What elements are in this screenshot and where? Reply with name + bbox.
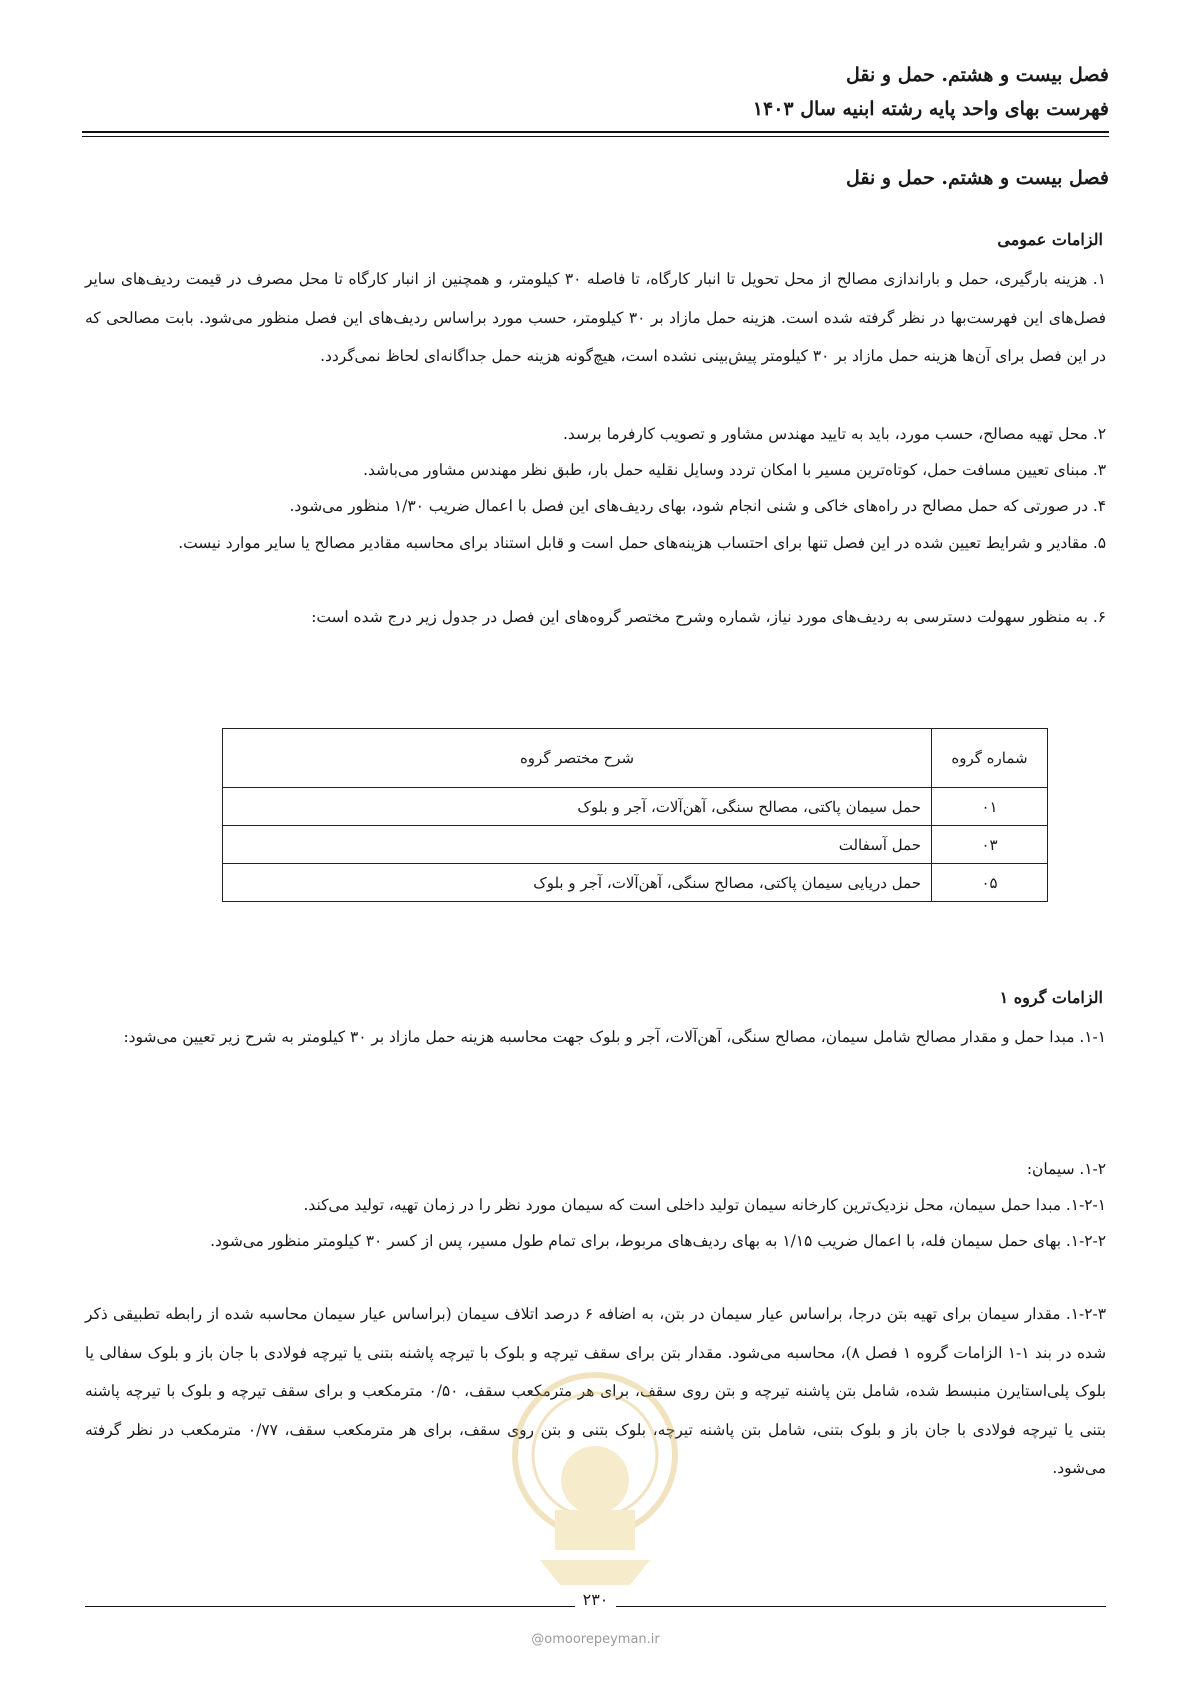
group-description: حمل سیمان پاکتی، مصالح سنگی، آهن‌آلات، آجر و بلوک [223,788,932,826]
general-item-4: ۴. در صورتی که حمل مصالح در راه‌های خاکی و شنی انجام شود، بهای ردیف‌های این فصل با اعمال ضریب ۱/۳۰ منظور می‌شود. [289,497,1106,515]
page-number-text: ۲۳۰ [575,1590,617,1609]
header-chapter-line: فصل بیست و هشتم. حمل و نقل [846,64,1109,86]
general-item-2: ۲. محل تهیه مصالح، حسب مورد، باید به تایید مهندس مشاور و تصویب کارفرما برسد. [563,425,1106,443]
general-item-6: ۶. به منظور سهولت دسترسی به ردیف‌های مورد نیاز، شماره وشرح مختصر گروه‌های این فصل در جدول زیر درج شده است: [311,608,1106,626]
header-rule-thin [82,136,1109,137]
group-number: ۰۱ [932,788,1048,826]
general-requirements-title: الزامات عمومی [997,230,1103,249]
general-item-5: ۵. مقادیر و شرایط تعیین شده در این فصل تنها برای احتساب هزینه‌های حمل است و قابل استناد برای محاسبه مقادیر مصالح یا سایر موارد نیست. [178,534,1106,552]
table-header-description: شرح مختصر گروه [223,729,932,788]
group1-requirements-title: الزامات گروه ۱ [999,988,1103,1007]
groups-table [222,728,1048,902]
group1-para-1-2-3: ۱-۲-۳. مقدار سیمان برای تهیه بتن درجا، براساس عیار سیمان در بتن، به اضافه ۶ درصد اتلاف سیمان (براساس عیار سیمان محاسبه شده از رابطه تطبیقی ذکر شده در بند ۱-۱ الزامات گروه ۱ فصل ۸)، محاسبه می‌شود. مقدار بتن برای سقف تیرچه و بلوک با تیرچه پاشنه بتنی یا تیرچه فولادی با جان باز و بلوک سفالی یا بلوک پلی‌استایرن منبسط شده، شامل بتن پاشنه تیرچه و بتن روی سقف، برای هر مترمکعب سقف، ۰/۵۰ مترمکعب و برای سقف تیرچه و بلوک با تیرچه پاشنه بتنی یا تیرچه فولادی با جان باز و بلوک بتنی، شامل بتن پاشنه تیرچه، بلوک بتنی و بتن روی سقف، برای هر مترمکعب سقف، ۰/۷۷ مترمکعب در نظر گرفته می‌شود. [85,1305,1107,1477]
watermark-seal-icon [500,1360,690,1590]
page-number [0,1590,1191,1609]
general-item-3: ۳. مبنای تعیین مسافت حمل، کوتاه‌ترین مسیر با امکان تردد وسایل نقلیه حمل بار، طبق نظر مهندس مشاور می‌باشد. [363,461,1106,479]
group-number: ۰۳ [932,826,1048,864]
group1-para-1-1: ۱-۱. مبدا حمل و مقدار مصالح شامل سیمان، مصالح سنگی، آهن‌آلات، آجر و بلوک جهت محاسبه هزینه حمل مازاد بر ۳۰ کیلومتر به شرح زیر تعیین می‌شود: [123,1028,1106,1046]
group-description: حمل دریایی سیمان پاکتی، مصالح سنگی، آهن‌آلات، آجر و بلوک [223,864,932,902]
table-row [223,864,1048,902]
group-description: حمل آسفالت [223,826,932,864]
general-item-1: ۱. هزینه بارگیری، حمل و باراندازی مصالح از محل تحویل تا انبار کارگاه، تا فاصله ۳۰ کیلومتر، و همچنین از انبار کارگاه تا محل مصرف در قیمت ردیف‌های سایر فصل‌های این فهرست‌بها در نظر گرفته شده است. هزینه حمل مازاد بر ۳۰ کیلومتر، حسب مورد براساس ردیف‌های این فصل منظور می‌شود. بابت مصالحی که در این فصل برای آن‌ها هزینه حمل مازاد بر ۳۰ کیلومتر پیش‌بینی نشده است، هیچ‌گونه هزینه حمل جداگانه‌ای لحاظ نمی‌گردد. [85,270,1107,365]
header-rule-thick [82,131,1109,133]
table-header-number: شماره گروه [932,729,1048,788]
group-number: ۰۵ [932,864,1048,902]
group1-para-1-2: ۱-۲. سیمان: [1026,1160,1106,1178]
table-header-row [223,729,1048,788]
header-book-line: فهرست بهای واحد پایه رشته ابنیه سال ۱۴۰۳ [752,98,1109,120]
group1-para-1-2-1: ۱-۲-۱. مبدا حمل سیمان، محل نزدیک‌ترین کارخانه سیمان تولید داخلی است که سیمان مورد نظر را در زمان تهیه، تولید می‌کند. [303,1196,1106,1214]
table-row [223,826,1048,864]
table-row [223,788,1048,826]
chapter-title: فصل بیست و هشتم. حمل و نقل [846,167,1109,189]
group1-para-1-2-2: ۱-۲-۲. بهای حمل سیمان فله، با اعمال ضریب ۱/۱۵ به بهای ردیف‌های مربوط، برای تمام طول مسیر، پس از کسر ۳۰ کیلومتر منظور می‌شود. [210,1232,1106,1250]
watermark-url: @omoorepeyman.ir [531,1632,660,1647]
